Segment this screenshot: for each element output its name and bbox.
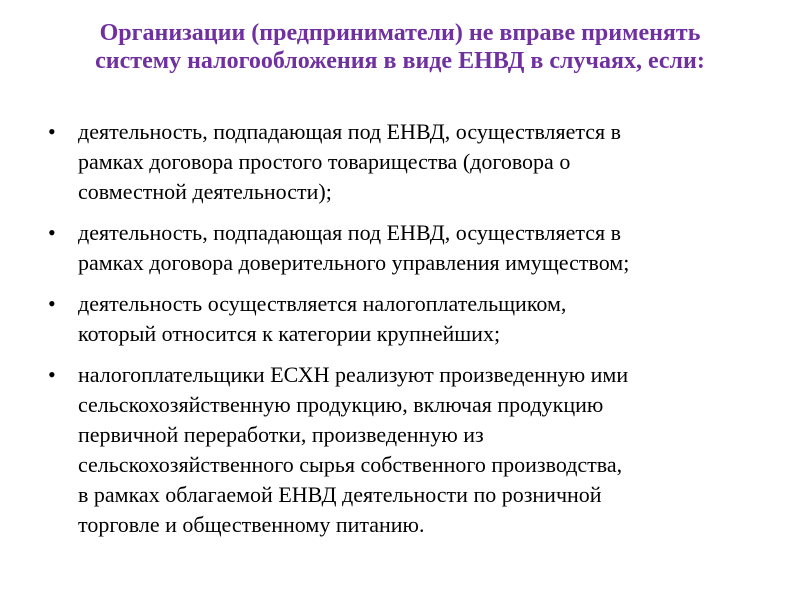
slide-title-line-2: систему налогообложения в виде ЕНВД в случаях, если:	[95, 48, 705, 74]
bullet-item-3	[0, 289, 800, 349]
bullet-text-line: который относится к категории крупнейших;	[78, 321, 501, 346]
bullet-text-line: деятельность, подпадающая под ЕНВД, осуществляется в	[78, 220, 622, 245]
bullet-text-line: рамках договора простого товарищества (договора о	[78, 149, 571, 174]
bullet-text-line: в рамках облагаемой ЕНВД деятельности по розничной	[78, 482, 602, 507]
bullet-icon: •	[48, 119, 56, 144]
bullet-text-line: деятельность, подпадающая под ЕНВД, осуществляется в	[78, 119, 622, 144]
bullet-icon: •	[48, 291, 56, 316]
bullet-text-line: первичной переработки, произведенную из	[78, 422, 484, 447]
bullet-icon: •	[48, 362, 56, 387]
bullet-item-4	[0, 360, 800, 540]
bullet-list	[0, 117, 800, 551]
bullet-text-line: сельскохозяйственного сырья собственного производства,	[78, 452, 623, 477]
bullet-icon: •	[48, 220, 56, 245]
bullet-item-2	[0, 218, 800, 278]
bullet-text-line: совместной деятельности);	[78, 179, 332, 204]
bullet-item-1	[0, 117, 800, 207]
bullet-text-line: торговле и общественному питанию.	[78, 512, 425, 537]
bullet-text-line: рамках договора доверительного управления имуществом;	[78, 250, 630, 275]
slide-title-line-1: Организации (предприниматели) не вправе применять	[99, 20, 701, 46]
bullet-text-line: налогоплательщики ЕСХН реализуют произведенную ими	[78, 362, 629, 387]
slide-title	[40, 19, 760, 75]
bullet-text-line: сельскохозяйственную продукцию, включая продукцию	[78, 392, 604, 417]
bullet-text-line: деятельность осуществляется налогоплательщиком,	[78, 291, 567, 316]
